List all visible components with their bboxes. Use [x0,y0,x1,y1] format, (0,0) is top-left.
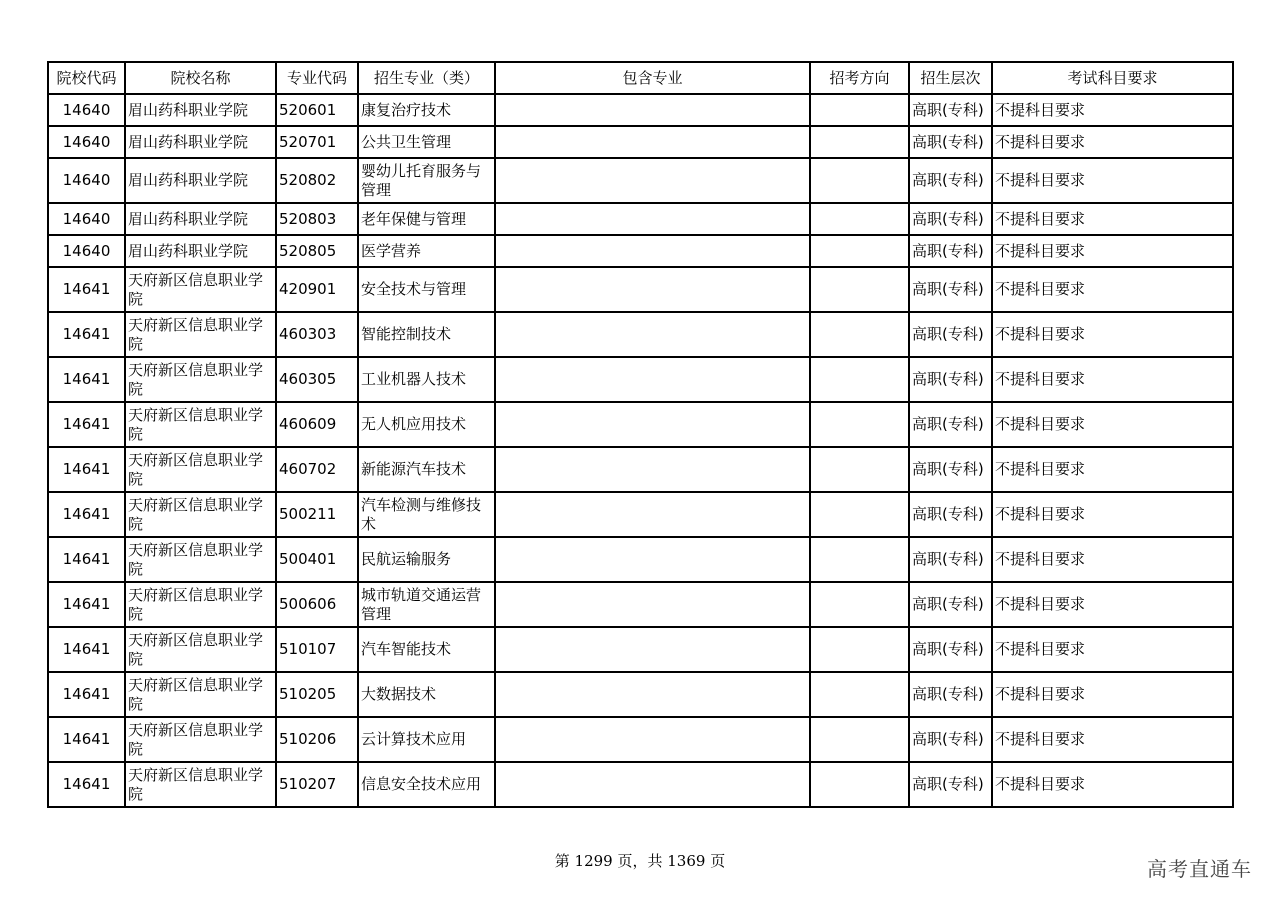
level-cell: 高职(专科) [909,158,992,203]
school-name-cell: 眉山药科职业学院 [125,94,276,126]
school-name-cell: 天府新区信息职业学院 [125,672,276,717]
school-code-cell: 14641 [48,537,125,582]
school-name-cell: 天府新区信息职业学院 [125,762,276,807]
requirement-cell: 不提科目要求 [992,717,1233,762]
level-cell: 高职(专科) [909,492,992,537]
school-code-cell: 14640 [48,235,125,267]
direction-cell [810,717,909,762]
major-cell: 医学营养 [358,235,495,267]
included-cell [495,235,810,267]
school-code-cell: 14640 [48,94,125,126]
school-code-cell: 14641 [48,762,125,807]
direction-cell [810,267,909,312]
included-cell [495,627,810,672]
level-cell: 高职(专科) [909,582,992,627]
header-requirement: 考试科目要求 [992,62,1233,94]
major-cell: 大数据技术 [358,672,495,717]
school-code-cell: 14641 [48,447,125,492]
level-cell: 高职(专科) [909,357,992,402]
table-row [48,447,1233,492]
table-row [48,158,1233,203]
school-name-cell: 天府新区信息职业学院 [125,717,276,762]
level-cell: 高职(专科) [909,402,992,447]
level-cell: 高职(专科) [909,267,992,312]
table-row [48,537,1233,582]
requirement-cell: 不提科目要求 [992,402,1233,447]
school-code-cell: 14641 [48,492,125,537]
table-row [48,94,1233,126]
major-code-cell: 460609 [276,402,358,447]
header-school-name: 院校名称 [125,62,276,94]
requirement-cell: 不提科目要求 [992,762,1233,807]
header-major-code: 专业代码 [276,62,358,94]
included-cell [495,537,810,582]
direction-cell [810,235,909,267]
major-code-cell: 460702 [276,447,358,492]
table-row [48,267,1233,312]
major-cell: 信息安全技术应用 [358,762,495,807]
major-cell: 新能源汽车技术 [358,447,495,492]
included-cell [495,203,810,235]
included-cell [495,762,810,807]
requirement-cell: 不提科目要求 [992,126,1233,158]
direction-cell [810,402,909,447]
school-code-cell: 14641 [48,357,125,402]
requirement-cell: 不提科目要求 [992,447,1233,492]
included-cell [495,492,810,537]
school-code-cell: 14641 [48,582,125,627]
direction-cell [810,762,909,807]
level-cell: 高职(专科) [909,627,992,672]
level-cell: 高职(专科) [909,672,992,717]
major-code-cell: 420901 [276,267,358,312]
requirement-cell: 不提科目要求 [992,582,1233,627]
direction-cell [810,126,909,158]
major-code-cell: 510205 [276,672,358,717]
school-name-cell: 眉山药科职业学院 [125,235,276,267]
major-cell: 无人机应用技术 [358,402,495,447]
school-code-cell: 14641 [48,627,125,672]
requirement-cell: 不提科目要求 [992,158,1233,203]
table-row [48,582,1233,627]
major-code-cell: 500401 [276,537,358,582]
major-code-cell: 510107 [276,627,358,672]
major-cell: 汽车智能技术 [358,627,495,672]
school-code-cell: 14641 [48,717,125,762]
major-code-cell: 520803 [276,203,358,235]
included-cell [495,94,810,126]
header-school-code: 院校代码 [48,62,125,94]
major-code-cell: 500606 [276,582,358,627]
major-cell: 工业机器人技术 [358,357,495,402]
school-code-cell: 14641 [48,402,125,447]
major-cell: 民航运输服务 [358,537,495,582]
major-cell: 婴幼儿托育服务与管理 [358,158,495,203]
requirement-cell: 不提科目要求 [992,235,1233,267]
major-code-cell: 500211 [276,492,358,537]
table-row [48,235,1233,267]
included-cell [495,126,810,158]
requirement-cell: 不提科目要求 [992,627,1233,672]
included-cell [495,357,810,402]
table-row [48,492,1233,537]
included-cell [495,267,810,312]
major-cell: 康复治疗技术 [358,94,495,126]
table-row [48,203,1233,235]
school-name-cell: 眉山药科职业学院 [125,126,276,158]
direction-cell [810,203,909,235]
level-cell: 高职(专科) [909,447,992,492]
level-cell: 高职(专科) [909,717,992,762]
major-code-cell: 520805 [276,235,358,267]
school-name-cell: 天府新区信息职业学院 [125,357,276,402]
direction-cell [810,582,909,627]
school-name-cell: 眉山药科职业学院 [125,203,276,235]
table-row [48,627,1233,672]
requirement-cell: 不提科目要求 [992,94,1233,126]
direction-cell [810,627,909,672]
table-row [48,672,1233,717]
requirement-cell: 不提科目要求 [992,357,1233,402]
level-cell: 高职(专科) [909,762,992,807]
table-row [48,357,1233,402]
level-cell: 高职(专科) [909,94,992,126]
requirement-cell: 不提科目要求 [992,672,1233,717]
major-code-cell: 520601 [276,94,358,126]
included-cell [495,582,810,627]
school-name-cell: 眉山药科职业学院 [125,158,276,203]
table-row [48,126,1233,158]
direction-cell [810,94,909,126]
level-cell: 高职(专科) [909,126,992,158]
included-cell [495,447,810,492]
header-direction: 招考方向 [810,62,909,94]
major-cell: 安全技术与管理 [358,267,495,312]
table-body [48,94,1233,807]
school-name-cell: 天府新区信息职业学院 [125,267,276,312]
header-row [48,62,1233,94]
school-name-cell: 天府新区信息职业学院 [125,447,276,492]
level-cell: 高职(专科) [909,235,992,267]
requirement-cell: 不提科目要求 [992,267,1233,312]
table-row [48,762,1233,807]
header-included: 包含专业 [495,62,810,94]
level-cell: 高职(专科) [909,203,992,235]
admissions-table [47,61,1234,808]
major-code-cell: 460305 [276,357,358,402]
major-code-cell: 460303 [276,312,358,357]
school-name-cell: 天府新区信息职业学院 [125,582,276,627]
school-code-cell: 14641 [48,312,125,357]
major-code-cell: 510207 [276,762,358,807]
included-cell [495,312,810,357]
school-code-cell: 14641 [48,672,125,717]
level-cell: 高职(专科) [909,312,992,357]
included-cell [495,672,810,717]
direction-cell [810,492,909,537]
major-code-cell: 520701 [276,126,358,158]
school-name-cell: 天府新区信息职业学院 [125,312,276,357]
requirement-cell: 不提科目要求 [992,203,1233,235]
included-cell [495,717,810,762]
requirement-cell: 不提科目要求 [992,537,1233,582]
direction-cell [810,672,909,717]
header-level: 招生层次 [909,62,992,94]
major-cell: 汽车检测与维修技术 [358,492,495,537]
included-cell [495,402,810,447]
major-cell: 城市轨道交通运营管理 [358,582,495,627]
major-cell: 老年保健与管理 [358,203,495,235]
requirement-cell: 不提科目要求 [992,312,1233,357]
school-code-cell: 14640 [48,158,125,203]
major-code-cell: 510206 [276,717,358,762]
major-cell: 云计算技术应用 [358,717,495,762]
school-code-cell: 14640 [48,126,125,158]
direction-cell [810,158,909,203]
school-code-cell: 14641 [48,267,125,312]
major-cell: 公共卫生管理 [358,126,495,158]
table-row [48,402,1233,447]
table-row [48,717,1233,762]
major-cell: 智能控制技术 [358,312,495,357]
level-cell: 高职(专科) [909,537,992,582]
school-name-cell: 天府新区信息职业学院 [125,492,276,537]
school-name-cell: 天府新区信息职业学院 [125,627,276,672]
major-code-cell: 520802 [276,158,358,203]
included-cell [495,158,810,203]
school-code-cell: 14640 [48,203,125,235]
table-row [48,312,1233,357]
header-major: 招生专业（类） [358,62,495,94]
direction-cell [810,312,909,357]
direction-cell [810,357,909,402]
direction-cell [810,537,909,582]
page-number-footer: 第 1299 页，共 1369 页 [554,852,726,870]
direction-cell [810,447,909,492]
requirement-cell: 不提科目要求 [992,492,1233,537]
school-name-cell: 天府新区信息职业学院 [125,537,276,582]
watermark: 高考直通车 [1147,857,1252,881]
school-name-cell: 天府新区信息职业学院 [125,402,276,447]
